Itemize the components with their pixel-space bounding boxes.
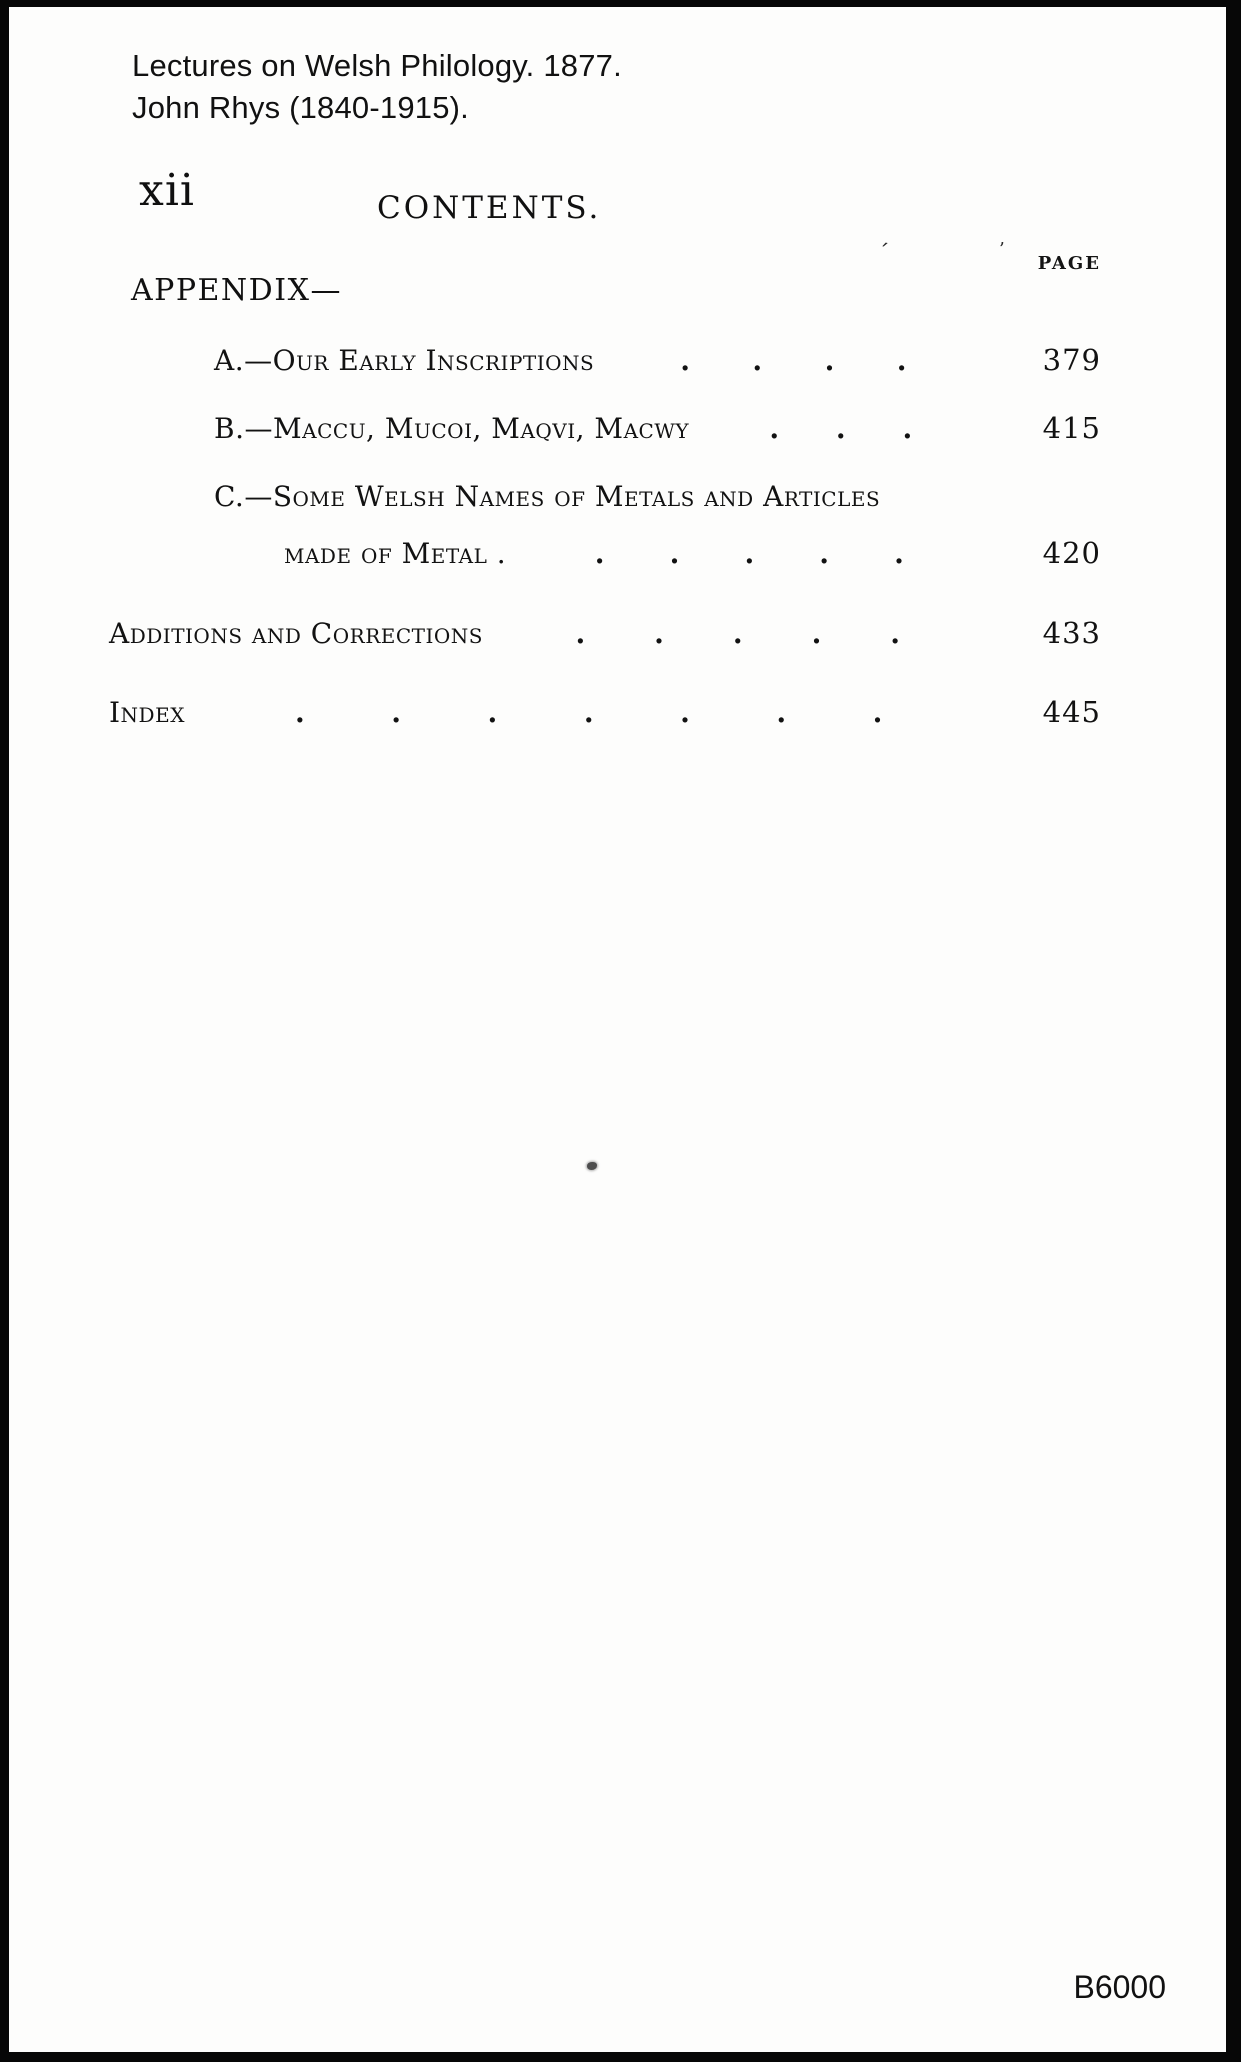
leader-dots: . . . [769,412,913,445]
scan-artifact-mark: ’ [999,239,1005,260]
leader-dots: . . . . . . . [294,696,883,729]
toc-page-number: 379 [1042,343,1101,377]
toc-page-number: 445 [1042,695,1101,729]
toc-entry [9,411,1226,445]
scan-annotation [132,45,622,129]
scan-artifact-mark: ´ [875,240,890,267]
toc-page-number: 415 [1042,411,1101,445]
page-column-header: PAGE [1037,253,1101,274]
toc-entry-label: Additions and Corrections [109,617,483,650]
catalog-number: B6000 [1073,1969,1166,2005]
toc-entry-label: made of Metal . [284,537,507,570]
leader-dots: . . . . [680,344,908,377]
toc-entry [9,480,1226,513]
toc-entry [9,343,1226,377]
scan-speck [587,1162,597,1170]
toc-entry [9,695,1226,729]
folio-number: xii [139,165,195,216]
section-heading: APPENDIX— [131,273,342,308]
leader-dots: . . . . . [575,617,901,650]
toc-page-number: 420 [1042,536,1101,570]
leader-dots: . . . . . [594,537,905,570]
book-page [9,7,1226,2052]
toc-entry-label: B.—Maccu, Mucoi, Maqvi, Macwy [214,412,690,445]
book-title: Lectures on Welsh Philology. 1877. [132,48,622,83]
toc-entry-label: Index [109,696,185,729]
toc-entry-label: A.—Our Early Inscriptions [214,344,595,377]
page-title: CONTENTS. [377,190,602,226]
toc-page-number: 433 [1042,616,1101,650]
toc-entry-label: C.—Some Welsh Names of Metals and Articles [214,480,881,513]
toc-entry [9,616,1226,650]
book-author: John Rhys (1840-1915). [132,90,469,125]
toc-entry-runover [9,536,1226,570]
